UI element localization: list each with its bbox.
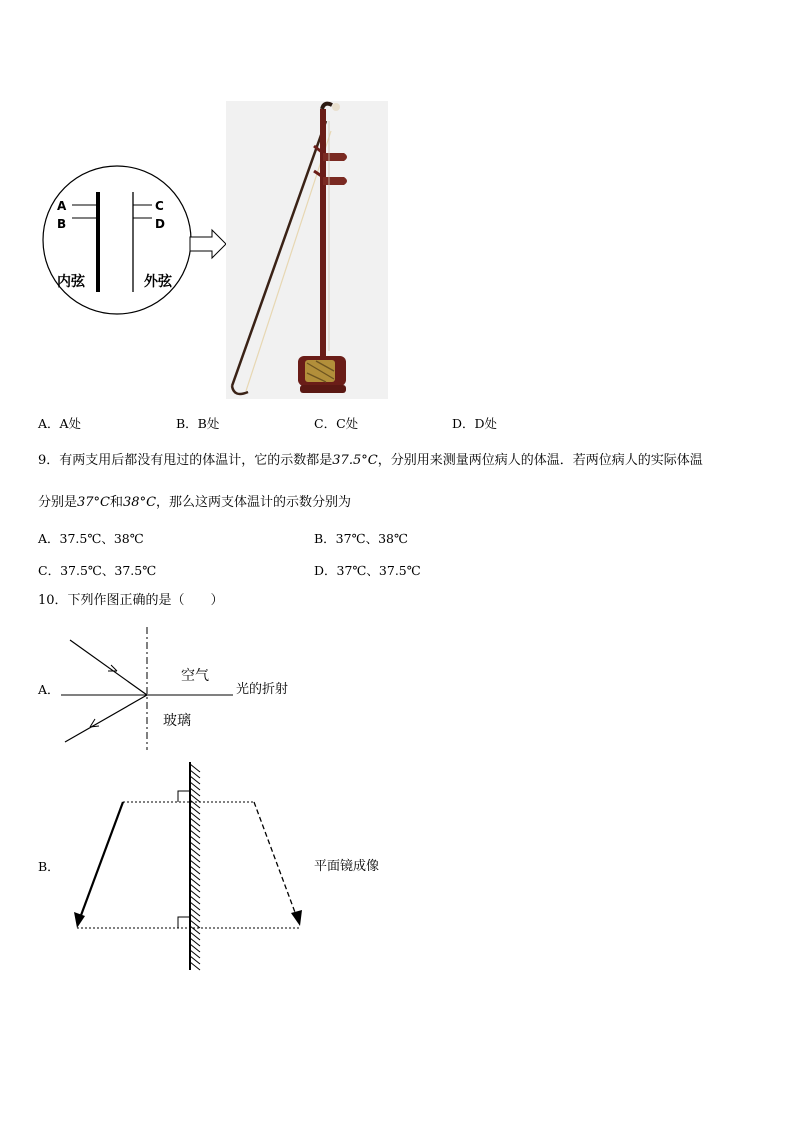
q9-stem-line1 [38, 452, 703, 470]
label-c: C [155, 199, 164, 213]
inner-string-label: 内弦 [57, 274, 85, 290]
q8-option-b[interactable]: B．B处 [176, 416, 220, 431]
q9-line1-value: 37.5°C [332, 453, 378, 468]
q9-line2-post: ，那么这两支体温计的示数分别为 [156, 495, 352, 510]
q9-line1-pre: 9．有两支用后都没有甩过的体温计，它的示数都是 [38, 453, 333, 468]
q9-line2-value1: 37°C [77, 495, 111, 510]
q9-stem-line2 [38, 494, 351, 512]
refraction-caption: 光的折射 [236, 682, 289, 697]
label-d: D [155, 217, 165, 231]
label-a: A [57, 199, 67, 213]
q9-line2-mid: 和 [110, 495, 124, 510]
air-label: 空气 [181, 668, 209, 684]
glass-label: 玻璃 [163, 713, 191, 729]
q9-option-b[interactable]: B．37℃、38℃ [314, 531, 408, 546]
q9-line2-pre: 分别是 [38, 495, 78, 510]
q9-option-c[interactable]: C．37.5℃、37.5℃ [38, 563, 157, 578]
plane-mirror-caption: 平面镜成像 [314, 859, 380, 874]
q9-option-d[interactable]: D．37℃、37.5℃ [314, 563, 421, 578]
outer-string-label: 外弦 [144, 274, 172, 290]
q10-stem: 10．下列作图正确的是（ ） [38, 593, 224, 608]
plane-mirror-diagram [70, 760, 310, 975]
q10-option-b-label[interactable]: B． [38, 859, 60, 874]
string-position-diagram [40, 160, 230, 320]
q9-option-a[interactable]: A．37.5℃、38℃ [38, 531, 144, 546]
q9-line1-post: ，分别用来测量两位病人的体温．若两位病人的实际体温 [377, 453, 703, 468]
q10-option-a-label[interactable]: A． [38, 682, 60, 697]
erhu-image [226, 101, 388, 399]
label-b: B [57, 217, 67, 231]
q8-option-c[interactable]: C．C处 [314, 416, 359, 431]
q8-option-a[interactable]: A．A处 [38, 416, 82, 431]
q8-option-d[interactable]: D．D处 [452, 416, 498, 431]
q9-line2-value2: 38°C [123, 495, 157, 510]
